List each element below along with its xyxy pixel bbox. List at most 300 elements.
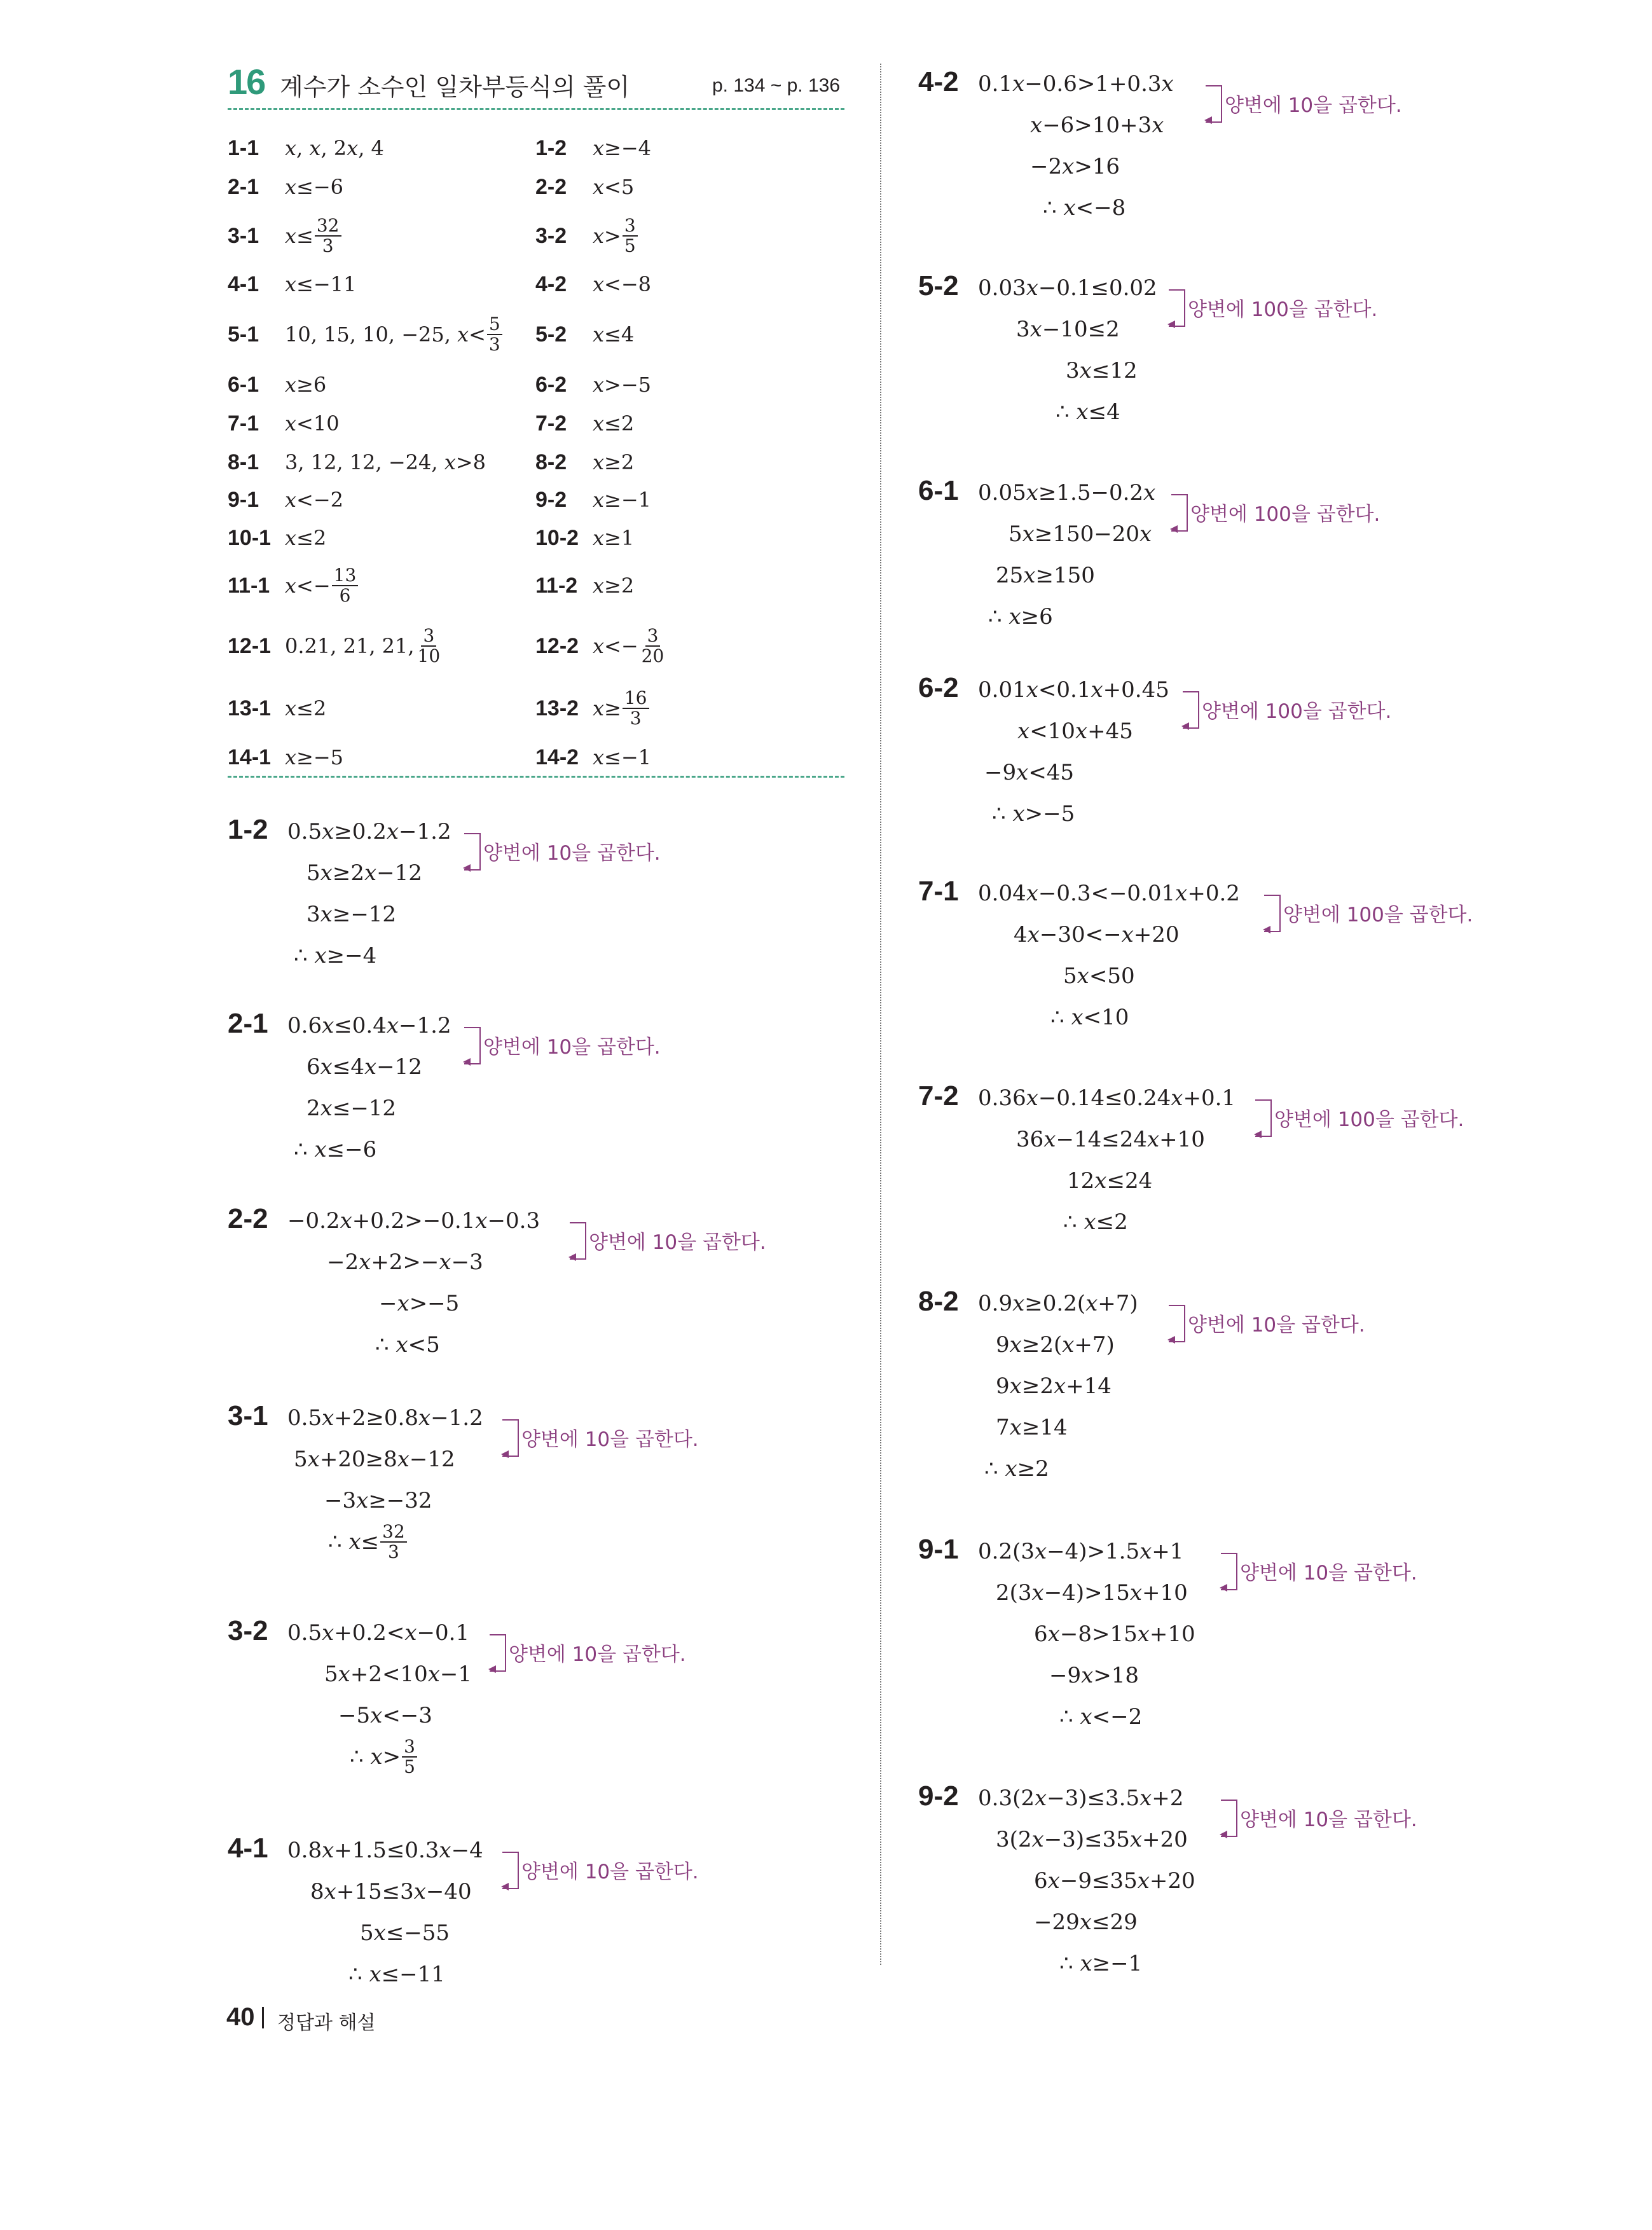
quick-answer-value [285, 411, 340, 436]
note-arrow-icon [568, 1253, 576, 1261]
math-text: 3x−10≤2 [1016, 317, 1120, 342]
solution-step [1016, 1127, 1205, 1152]
math-text: x≥6 [285, 373, 327, 397]
quick-answer-9-1 [228, 487, 343, 513]
solution-step [324, 1662, 472, 1687]
math-text: x> [593, 224, 621, 248]
quick-answer-label: 6-1 [228, 372, 259, 397]
math-text: −29x≤29 [1034, 1910, 1138, 1935]
solution-step [348, 1962, 445, 1987]
math-text: 8x+15≤3x−40 [310, 1879, 472, 1904]
note-arrow-icon [501, 1883, 509, 1890]
quick-answer-label: 13-2 [535, 696, 579, 720]
quick-answer-label: 1-2 [535, 135, 567, 160]
multiply-note: 양변에 10을 곱한다. [509, 1643, 686, 1666]
quick-answer-label: 5-2 [535, 322, 567, 347]
quick-answer-2-2 [535, 174, 634, 200]
note-arrow-icon [1220, 1831, 1227, 1838]
fraction-denominator: 6 [339, 585, 351, 606]
quick-answer-label: 6-2 [535, 372, 567, 397]
math-text: −9x>18 [1049, 1663, 1139, 1688]
math-text: 0.6x≤0.4x−1.2 [287, 1013, 451, 1038]
quick-answer-label: 3-2 [535, 223, 567, 248]
quick-answer-1-1 [228, 135, 384, 161]
section-number: 16 [228, 62, 265, 102]
quick-answer-value [593, 450, 634, 474]
quick-answer-label: 10-1 [228, 525, 272, 550]
math-text: x≤−1 [593, 745, 652, 769]
quick-answer-value [593, 626, 667, 666]
quick-answer-label: 14-2 [535, 745, 579, 769]
math-text: 0.9x≥0.2(x+7) [978, 1291, 1138, 1316]
math-text: −2x+2>−x−3 [327, 1249, 483, 1275]
quick-answer-value [285, 136, 384, 160]
solution-step [360, 1920, 450, 1946]
note-arrow-icon [463, 864, 471, 872]
multiply-note: 양변에 10을 곱한다. [521, 1428, 699, 1451]
solution-label: 3-1 [228, 1400, 268, 1431]
quick-answer-4-1 [228, 272, 356, 297]
math-text: x<−2 [285, 488, 344, 512]
fraction-denominator: 3 [322, 235, 334, 256]
solution-label: 6-2 [918, 672, 959, 703]
fraction-numerator: 5 [487, 315, 502, 335]
quick-answer-value [285, 488, 343, 512]
solution-step [1017, 719, 1133, 744]
math-text: ∴ x≤−6 [294, 1137, 377, 1162]
quick-answer-12-1 [228, 625, 443, 666]
multiply-note: 양변에 100을 곱한다. [1202, 700, 1392, 723]
solution-step [1063, 963, 1135, 989]
math-text: 9x≥2(x+7) [996, 1332, 1115, 1358]
quick-answer-value [593, 411, 634, 436]
multiply-note: 양변에 10을 곱한다. [1188, 1314, 1365, 1337]
math-text: 36x−14≤24x+10 [1016, 1127, 1205, 1152]
quick-answer-1-2 [535, 135, 651, 161]
math-text: 0.5x≥0.2x−1.2 [287, 819, 451, 844]
multiply-note: 양변에 10을 곱한다. [589, 1231, 766, 1254]
solution-step [327, 1249, 483, 1275]
math-text: 6x−9≤35x+20 [1034, 1868, 1195, 1894]
math-text: 25x≥150 [996, 563, 1095, 588]
fraction [640, 626, 666, 666]
math-text: 5x≥2x−12 [306, 860, 422, 886]
math-text: 5x<50 [1063, 963, 1135, 989]
quick-answer-label: 5-1 [228, 322, 259, 347]
math-text: 5x≥150−20x [1008, 521, 1152, 547]
math-text: 5x+2<10x−1 [324, 1662, 472, 1687]
footer-label: 정답과 해설 [277, 2012, 376, 2034]
quick-answer-14-1 [228, 745, 343, 770]
fraction-numerator: 32 [315, 216, 341, 237]
math-text: x≤ [285, 224, 313, 248]
fraction-numerator: 3 [645, 626, 661, 647]
math-text: ∴ x≥−1 [1059, 1951, 1143, 1976]
solution-step [1063, 1209, 1128, 1235]
solution-step [978, 480, 1155, 506]
solution-step [1008, 521, 1152, 547]
solution-step [996, 1373, 1112, 1399]
math-text: −9x<45 [984, 760, 1075, 785]
solution-step [996, 563, 1095, 588]
math-text: x≥1 [593, 526, 635, 550]
math-text: x<5 [593, 175, 635, 199]
quick-answer-9-2 [535, 487, 651, 513]
math-text: x<− [285, 574, 331, 598]
solution-step [287, 819, 451, 844]
quick-answer-label: 4-2 [535, 272, 567, 296]
solution-step [978, 275, 1157, 301]
math-text: ∴ x≥6 [988, 604, 1053, 630]
quick-answer-2-1 [228, 174, 343, 200]
math-text: 3x≥−12 [306, 902, 397, 927]
solution-step [978, 1291, 1138, 1316]
quick-answer-value [593, 526, 634, 550]
math-text: 12x≤24 [1067, 1168, 1153, 1194]
note-arrow-icon [1254, 1131, 1262, 1138]
page-number: 40 [226, 2003, 255, 2031]
column-divider [880, 64, 881, 1965]
math-text: 0.1x−0.6>1+0.3x [978, 71, 1174, 97]
note-arrow-icon [1181, 722, 1189, 730]
quick-answer-value [285, 216, 343, 256]
quick-answer-5-2 [535, 322, 634, 347]
quick-answer-label: 1-1 [228, 135, 259, 160]
math-text: ∴ x<5 [375, 1332, 440, 1358]
math-text: 0.04x−0.3<−0.01x+0.2 [978, 881, 1240, 906]
math-text: x≤2 [285, 526, 327, 550]
solution-step [1049, 1663, 1139, 1688]
quick-answer-label: 2-1 [228, 174, 259, 199]
multiply-note: 양변에 100을 곱한다. [1283, 904, 1473, 926]
quick-answer-label: 11-2 [535, 573, 578, 598]
math-text: −x>−5 [379, 1291, 460, 1316]
solution-step [310, 1879, 472, 1904]
solution-label: 8-2 [918, 1286, 959, 1317]
quick-answer-value [593, 689, 650, 728]
math-text: x≥−4 [593, 136, 652, 160]
quick-answer-label: 14-1 [228, 745, 272, 769]
math-text: x≤−11 [285, 272, 357, 296]
quick-answer-7-1 [228, 411, 340, 436]
quick-answer-value [285, 745, 343, 769]
math-text: 0.21, 21, 21, [285, 634, 415, 658]
solution-step [988, 604, 1053, 630]
fraction-denominator: 5 [624, 235, 636, 256]
math-text: x≥2 [593, 574, 635, 598]
math-text: 3, 12, 12, −24, x>8 [285, 450, 486, 474]
solution-step [287, 1013, 451, 1038]
math-text: 4x−30<−x+20 [1014, 922, 1180, 947]
solution-step [324, 1488, 432, 1513]
multiply-note: 양변에 10을 곱한다. [483, 842, 661, 865]
math-text: x≤2 [593, 411, 635, 436]
quick-answer-7-2 [535, 411, 634, 436]
solution-step [1059, 1951, 1142, 1976]
header-divider [228, 108, 844, 110]
solution-label: 6-1 [918, 475, 959, 506]
math-text: 2(3x−4)>15x+10 [996, 1580, 1188, 1606]
quick-answer-11-1 [228, 565, 359, 606]
math-text: ∴ x≤−11 [348, 1962, 445, 1987]
solution-step [996, 1332, 1115, 1358]
math-text: 2x≤−12 [306, 1096, 397, 1121]
math-text: ∴ x> [350, 1744, 401, 1770]
quick-answer-8-1 [228, 450, 486, 475]
math-text: 7x≥14 [996, 1415, 1068, 1440]
fraction [315, 216, 341, 256]
quick-answer-label: 9-2 [535, 487, 567, 512]
solution-step [328, 1521, 408, 1562]
math-text: x<−8 [593, 272, 652, 296]
solution-step [984, 1456, 1049, 1482]
fraction-denominator: 3 [488, 334, 500, 355]
solution-step [996, 1415, 1068, 1440]
note-arrow-icon [1220, 1584, 1227, 1592]
quick-answer-label: 8-2 [535, 450, 567, 474]
quick-answer-value [593, 745, 651, 769]
quick-answer-value [593, 488, 651, 512]
solution-label: 1-2 [228, 814, 268, 845]
quick-answer-13-1 [228, 696, 326, 721]
math-text: 5x≤−55 [360, 1920, 450, 1946]
quick-answer-value [593, 136, 651, 160]
fraction-denominator: 20 [641, 645, 664, 666]
solution-label: 3-2 [228, 1615, 268, 1646]
solution-step [306, 1054, 422, 1080]
fraction-denominator: 3 [630, 708, 642, 729]
quick-answer-13-2 [535, 687, 650, 729]
page-range: p. 134 ~ p. 136 [712, 75, 841, 96]
math-text: 0.01x<0.1x+0.45 [978, 677, 1169, 703]
quick-answer-value [285, 566, 359, 605]
quick-answer-label: 3-1 [228, 223, 259, 248]
quick-answer-value [593, 216, 639, 256]
fraction-numerator: 3 [402, 1737, 417, 1758]
math-text: ∴ x≥2 [984, 1456, 1049, 1482]
solution-step [375, 1332, 440, 1358]
quick-answer-label: 7-1 [228, 411, 259, 436]
note-arrow-icon [488, 1665, 496, 1673]
quick-answer-label: 2-2 [535, 174, 567, 199]
quick-answer-value [593, 175, 634, 199]
math-text: x>−5 [593, 373, 652, 397]
note-arrow-icon [1170, 525, 1178, 533]
footer-separator [262, 2007, 264, 2028]
note-arrow-icon [1167, 320, 1175, 328]
solution-step [978, 881, 1240, 906]
solution-step [978, 1786, 1183, 1811]
fraction [402, 1737, 417, 1777]
note-arrow-icon [1167, 1336, 1175, 1344]
math-text: x≤−6 [285, 175, 344, 199]
math-text: ∴ x≥−4 [294, 943, 377, 968]
note-arrow-icon [1204, 116, 1212, 124]
quick-answer-4-2 [535, 272, 651, 297]
solution-step [379, 1291, 459, 1316]
math-text: x≥2 [593, 450, 635, 474]
solution-step [1056, 399, 1120, 425]
math-text: ∴ x≤2 [1063, 1209, 1128, 1235]
fraction-numerator: 3 [421, 626, 436, 647]
quick-answer-value [285, 373, 326, 397]
quick-answer-value [285, 696, 326, 720]
math-text: −2x>16 [1030, 154, 1120, 179]
math-text: x<10 [285, 411, 340, 436]
math-text: ∴ x≤ [328, 1529, 380, 1555]
solution-step [978, 1539, 1183, 1564]
math-text: ∴ x≤4 [1056, 399, 1120, 425]
solution-label: 2-2 [228, 1203, 268, 1234]
quick-answer-value [285, 526, 326, 550]
note-arrow-icon [1263, 926, 1270, 933]
math-text: ∴ x<10 [1050, 1005, 1129, 1030]
solution-step [1030, 113, 1164, 138]
quick-answer-divider [228, 776, 844, 778]
quick-answer-value [285, 626, 443, 666]
math-text: 0.36x−0.14≤0.24x+0.1 [978, 1085, 1236, 1111]
solution-step [1030, 154, 1120, 179]
solution-step [1014, 922, 1180, 947]
math-text: x<− [593, 634, 638, 658]
solution-step [1066, 358, 1138, 383]
solution-step [306, 902, 396, 927]
fraction [416, 626, 443, 666]
quick-answer-11-2 [535, 573, 634, 598]
solution-label: 4-2 [918, 66, 959, 97]
solution-step [984, 760, 1074, 785]
multiply-note: 양변에 100을 곱한다. [1190, 503, 1380, 526]
quick-answer-8-2 [535, 450, 634, 475]
quick-answer-label: 9-1 [228, 487, 259, 512]
quick-answer-value [593, 272, 651, 296]
quick-answer-label: 12-1 [228, 633, 272, 658]
fraction-numerator: 3 [623, 216, 638, 237]
math-text: 3(2x−3)≤35x+20 [996, 1827, 1188, 1852]
solution-step [996, 1827, 1188, 1852]
math-text: x≥−5 [285, 745, 344, 769]
solution-step [996, 1580, 1188, 1606]
math-text: 0.5x+2≥0.8x−1.2 [287, 1405, 483, 1431]
quick-answer-12-2 [535, 625, 667, 666]
quick-answer-3-1 [228, 215, 343, 256]
solution-label: 2-1 [228, 1008, 268, 1039]
math-text: 0.05x≥1.5−0.2x [978, 480, 1156, 506]
solution-step [1067, 1168, 1152, 1194]
solution-step [306, 1096, 396, 1121]
fraction [623, 689, 649, 728]
solution-step [1034, 1621, 1195, 1647]
quick-answer-3-2 [535, 215, 639, 256]
solution-step [1016, 317, 1120, 342]
math-text: x−6>10+3x [1030, 113, 1164, 138]
fraction-denominator: 5 [404, 1756, 415, 1777]
fraction-denominator: 3 [388, 1541, 399, 1562]
solution-step [350, 1736, 418, 1777]
quick-answer-label: 13-1 [228, 696, 272, 720]
quick-answer-value [593, 373, 651, 397]
fraction [623, 216, 638, 256]
multiply-note: 양변에 10을 곱한다. [1240, 1808, 1417, 1831]
quick-answer-10-1 [228, 525, 326, 551]
quick-answer-label: 10-2 [535, 525, 579, 550]
note-arrow-icon [463, 1058, 471, 1066]
math-text: x, x, 2x, 4 [285, 136, 384, 160]
math-text: x≥−1 [593, 488, 652, 512]
quick-answer-label: 11-1 [228, 573, 270, 598]
solution-step [992, 801, 1075, 827]
multiply-note: 양변에 10을 곱한다. [1240, 1562, 1417, 1585]
section-title: 계수가 소수인 일차부등식의 풀이 [280, 73, 630, 101]
quick-answer-value [593, 574, 634, 598]
fraction-numerator: 16 [623, 689, 649, 709]
math-text: ∴ x<−2 [1059, 1704, 1143, 1730]
solution-step [287, 1620, 469, 1646]
multiply-note: 양변에 10을 곱한다. [521, 1861, 699, 1883]
math-text: x≥ [593, 696, 621, 720]
math-text: ∴ x<−8 [1043, 195, 1126, 221]
solution-step [294, 1137, 376, 1162]
solution-step [978, 677, 1169, 703]
solution-step [1050, 1005, 1129, 1030]
multiply-note: 양변에 100을 곱한다. [1188, 298, 1378, 321]
math-text: 6x−8>15x+10 [1034, 1621, 1195, 1647]
quick-answer-value [285, 272, 356, 296]
math-text: 5x+20≥8x−12 [294, 1447, 455, 1472]
fraction [487, 315, 502, 354]
math-text: 9x≥2x+14 [996, 1373, 1112, 1399]
quick-answer-6-2 [535, 372, 651, 397]
math-text: −5x<−3 [338, 1703, 432, 1728]
quick-answer-label: 7-2 [535, 411, 567, 436]
math-text: 10, 15, 10, −25, x< [285, 322, 486, 347]
multiply-note: 양변에 10을 곱한다. [1225, 94, 1402, 117]
math-text: 0.03x−0.1≤0.02 [978, 275, 1157, 301]
math-text: 0.3(2x−3)≤3.5x+2 [978, 1786, 1184, 1811]
solution-step [287, 1838, 483, 1863]
quick-answer-10-2 [535, 525, 634, 551]
solution-step [287, 1208, 540, 1234]
math-text: 3x≤12 [1066, 358, 1138, 383]
solution-label: 9-2 [918, 1780, 959, 1812]
math-text: x≤2 [285, 696, 327, 720]
multiply-note: 양변에 10을 곱한다. [483, 1036, 661, 1059]
math-text: 0.2(3x−4)>1.5x+1 [978, 1539, 1184, 1564]
math-text: ∴ x>−5 [992, 801, 1075, 827]
solution-step [1034, 1910, 1138, 1935]
fraction [332, 566, 359, 605]
fraction [380, 1522, 407, 1562]
quick-answer-value [593, 322, 634, 347]
fraction-numerator: 13 [332, 566, 359, 586]
solution-label: 4-1 [228, 1833, 268, 1864]
math-text: −3x≥−32 [324, 1488, 432, 1513]
quick-answer-label: 4-1 [228, 272, 259, 296]
solution-label: 7-2 [918, 1080, 959, 1112]
quick-answer-value [285, 175, 343, 199]
solution-label: 5-2 [918, 270, 959, 301]
quick-answer-14-2 [535, 745, 651, 770]
solution-step [294, 1447, 455, 1472]
solution-label: 9-1 [918, 1534, 959, 1565]
solution-step [306, 860, 422, 886]
math-text: −0.2x+0.2>−0.1x−0.3 [287, 1208, 540, 1234]
multiply-note: 양변에 100을 곱한다. [1274, 1108, 1464, 1131]
solution-step [287, 1405, 483, 1431]
solution-step [978, 71, 1174, 97]
solution-step [338, 1703, 432, 1728]
solution-step [294, 943, 376, 968]
